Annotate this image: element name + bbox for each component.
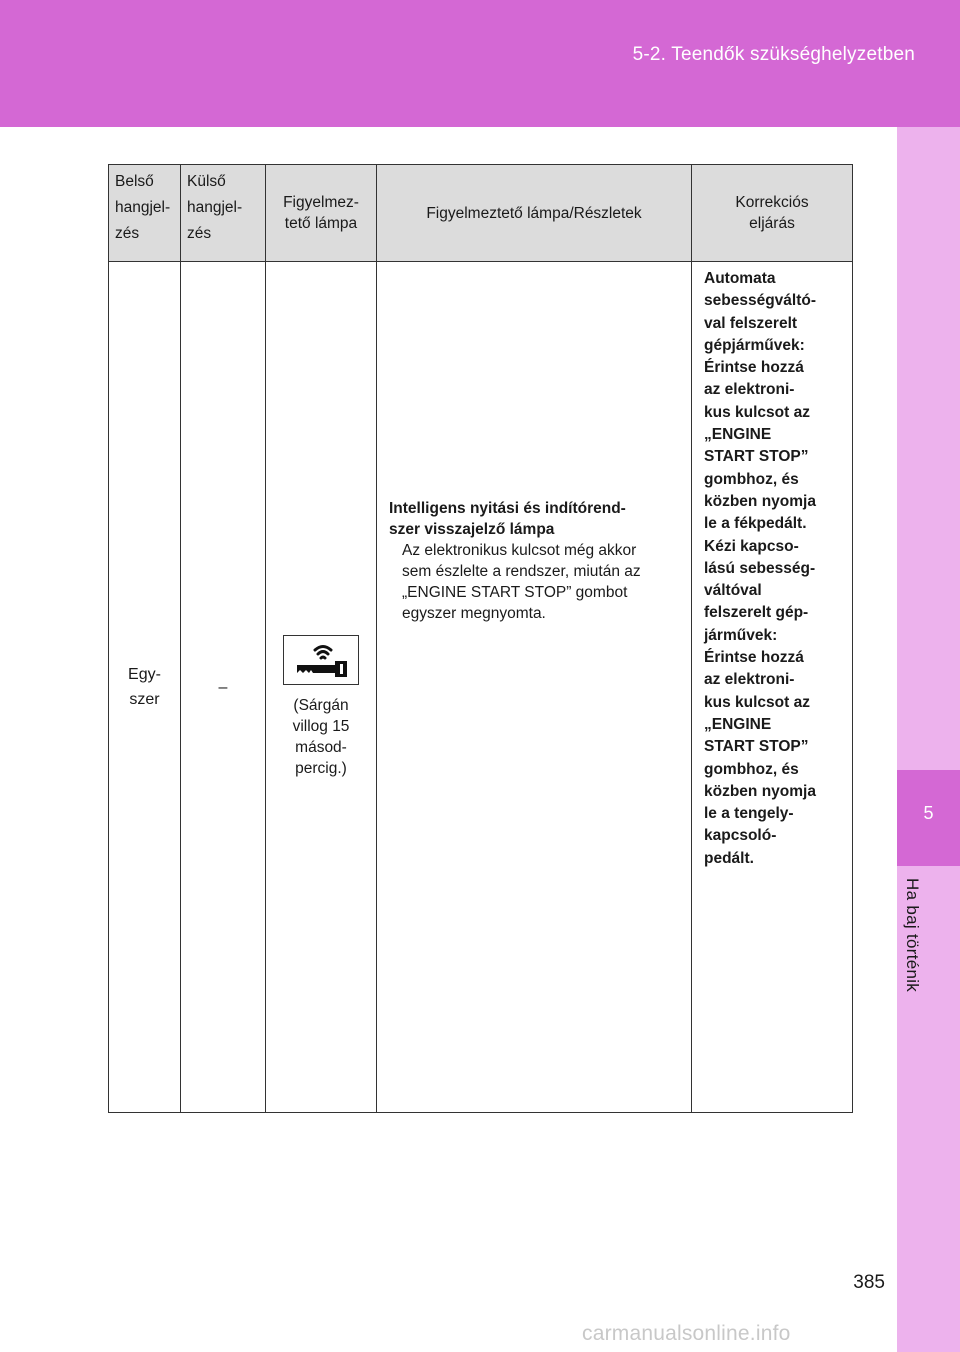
header-warning-lamp: Figyelmez- tető lámpa [266,165,377,262]
section-title: 5-2. Teendők szükséghelyzetben [632,44,915,65]
chapter-number: 5 [923,803,934,823]
cell-warning-lamp [266,262,377,1113]
watermark: carmanualsonline.info [582,1322,791,1345]
header-external-buzzer: Külső hangjel- zés [181,165,266,262]
header-internal-buzzer: Belső hangjel- zés [109,165,181,262]
cell-details [377,262,692,1113]
warning-table [108,164,853,1113]
chapter-label: Ha baj történik [903,878,922,993]
details-body: Az elektronikus kulcsot még akkor sem észlelte a rendszer, miután az „ENGINE START STOP” gombot egyszer megnyomta. [402,542,641,622]
table-header-row [109,165,853,262]
header-corrective-action: Korrekciós eljárás [692,165,853,262]
key-wireless-icon [283,635,359,685]
header-details: Figyelmeztető lámpa/Részletek [377,165,692,262]
cell-external-buzzer: – [181,262,266,1113]
cell-internal-buzzer: Egy- szer [109,262,181,1113]
chapter-side-tab [897,127,960,1352]
table-row [109,262,853,1113]
details-title: Intelligens nyitási és indítórend- szer visszajelző lámpa [389,500,626,538]
page-number: 385 [853,1272,885,1293]
cell-corrective-action: Automata sebességváltó- val felszerelt gépjárművek: Érintse hozzá az elektroni- kus kulcsot az „ENGINE START STOP” gombhoz, és közben nyomja le a fékpedált. Kézi kapcso- lású sebesség- váltóval felszerelt gép- járművek: Érintse hozzá az elektroni- kus kulcsot az „ENGINE START STOP” gombhoz, és közben nyomja le a tengely- kapcsoló- pedált. [692,262,853,1113]
lamp-caption: (Sárgán villog 15 másod- percig.) [292,696,350,777]
